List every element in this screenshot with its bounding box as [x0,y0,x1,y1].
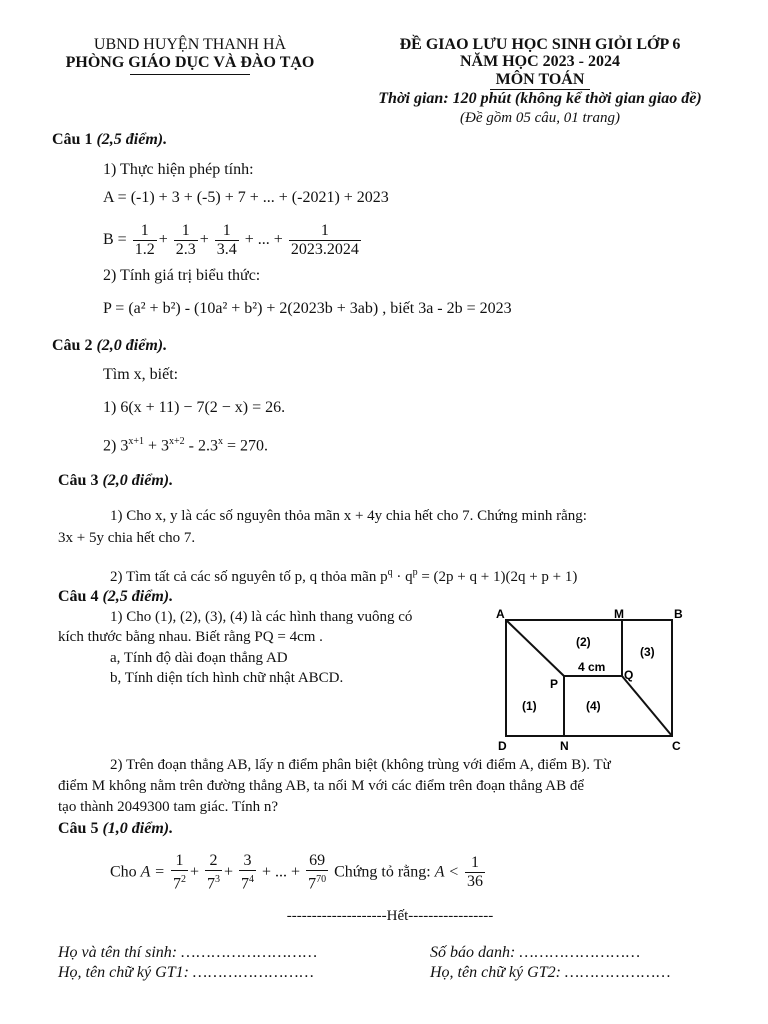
question-3-part2: 2) Tìm tất cả các số nguyên tố p, q thỏa mãn $p^q \cdot q^p = (2p + q + 1)(2q + p + 1)$ [110,567,578,585]
question-2-heading [52,337,167,355]
diagonal-qc [622,676,672,736]
question-1-part1: 1) Thực hiện phép tính: [103,161,254,178]
question-4-heading [58,588,173,606]
question-3-heading [58,472,173,490]
expression-q5: Cho A = $\frac{1}{7^2}$ + $\frac{2}{7^3}$ + $\frac{3}{7^4}$ + ... + $\frac{69}{7^{70}}$ Chứng tỏ rằng: A < $\frac{1}{36}$ [110,852,484,893]
question-4-item-b: b, Tính diện tích hình chữ nhật ABCD. [110,670,344,686]
label-region-4: (4) [586,699,601,713]
rectangle-figure [494,604,690,752]
question-5-title: Câu 5 [58,820,99,837]
question-3-part1-line1: 1) Cho x, y là các số nguyên thỏa mãn x + 4y chia hết cho 7. Chứng minh rằng: [110,508,587,524]
fraction-q5-2: $\frac{2}{7^3}$ [206,852,220,893]
question-2-points: (2,0 điểm). [96,337,168,354]
question-1-points: (2,5 điểm). [96,131,168,148]
fraction-b-1: $\frac{1}{1.2}$ [134,222,155,258]
question-4-part1-line1: 1) Cho (1), (2), (3), (4) là các hình thang vuông có [110,609,413,625]
question-5-points: (1,0 điểm). [102,820,174,837]
label-p: P [550,677,559,691]
question-4-item-a: a, Tính độ dài đoạn thẳng AD [110,650,288,666]
equation-2-2: 2) $3^{x+1} + 3^{x+2} - 2.3^x = 270$. [103,436,268,455]
question-3-part1-line2: 3x + 5y chia hết cho 7. [58,530,196,546]
fraction-b-last: $\frac{1}{2023.2024}$ [290,222,359,258]
department-name: UBND HUYỆN THANH HÀ [93,36,287,53]
office-name: PHÒNG GIÁO DỤC VÀ ĐÀO TẠO [65,54,315,71]
question-1-part2: 2) Tính giá trị biểu thức: [103,267,261,284]
fraction-q5-last: $\frac{69}{7^{70}}$ [308,852,327,893]
question-2-intro: Tìm x, biết: [103,366,179,383]
end-marker: --------------------Hết----------------- [286,908,494,924]
fraction-b-3: $\frac{1}{3.4}$ [216,222,237,258]
fraction-b-2: $\frac{1}{2.3}$ [175,222,196,258]
expression-b: B = $\frac{1}{1.2}$ + $\frac{1}{2.3}$ + $\frac{1}{3.4}$ + ... + $\frac{1}{2023.2024}$ [103,222,359,258]
label-pq-length: 4 cm [578,660,606,674]
office-underline [130,74,250,75]
question-4-part1-line2: kích thước bằng nhau. Biết rằng PQ = 4cm . [58,629,323,645]
question-4-part2-line1: 2) Trên đoạn thẳng AB, lấy n điểm phân biệt (không trùng với điểm A, điểm B). Từ [110,757,611,773]
label-region-2: (2) [576,635,591,649]
equation-2-1: 1) 6(x + 11) − 7(2 − x) = 26. [103,399,286,416]
diagonal-ap [506,620,564,676]
label-region-3: (3) [640,645,655,659]
label-m: M [614,607,624,621]
supervisor-2-signature: Họ, tên chữ ký GT2: ………………… [430,964,672,981]
exam-pages-note: (Đề gồm 05 câu, 01 trang) [460,110,620,126]
question-4-title: Câu 4 [58,588,99,605]
question-3-title: Câu 3 [58,472,99,489]
question-2-title: Câu 2 [52,337,93,354]
label-n: N [560,739,569,752]
question-3-points: (2,0 điểm). [102,472,174,489]
expression-a: A = (-1) + 3 + (-5) + 7 + ... + (-2021) + 2023 [103,189,389,206]
expression-p: P = (a² + b²) - (10a² + b²) + 2(2023b + 3ab) , biết 3a - 2b = 2023 [103,300,512,317]
question-5-heading [58,820,173,838]
label-a: A [496,607,505,621]
expression-b-dots: + ... + [244,231,283,249]
label-q: Q [624,668,634,682]
supervisor-1-signature: Họ, tên chữ ký GT1: …………………… [58,964,315,981]
question-4-part2-line3: tạo thành 2049300 tam giác. Tính n? [58,799,279,815]
candidate-number: Số báo danh: …………………… [430,944,642,961]
candidate-name: Họ và tên thí sinh: ……………………… [58,944,319,961]
label-c: C [672,739,681,752]
time-limit: Thời gian: 120 phút (không kể thời gian giao đề) [378,90,702,107]
fraction-q5-rhs: $\frac{1}{36}$ [467,854,484,891]
question-4-points: (2,5 điểm). [102,588,174,605]
subject: MÔN TOÁN [495,71,585,88]
label-region-1: (1) [522,699,537,713]
label-b: B [674,607,683,621]
fraction-q5-1: $\frac{1}{7^2}$ [172,852,186,893]
question-1-heading [52,131,167,149]
school-year: NĂM HỌC 2023 - 2024 [460,53,620,70]
question-4-part2-line2: điểm M không nằm trên đường thẳng AB, ta nối M với các điểm trên đoạn thẳng AB để [58,778,584,794]
expression-b-prefix: B = [103,231,127,249]
label-d: D [498,739,507,752]
fraction-q5-3: $\frac{3}{7^4}$ [241,852,255,893]
exam-title: ĐỀ GIAO LƯU HỌC SINH GIỎI LỚP 6 [399,36,681,53]
question-1-title: Câu 1 [52,131,93,148]
